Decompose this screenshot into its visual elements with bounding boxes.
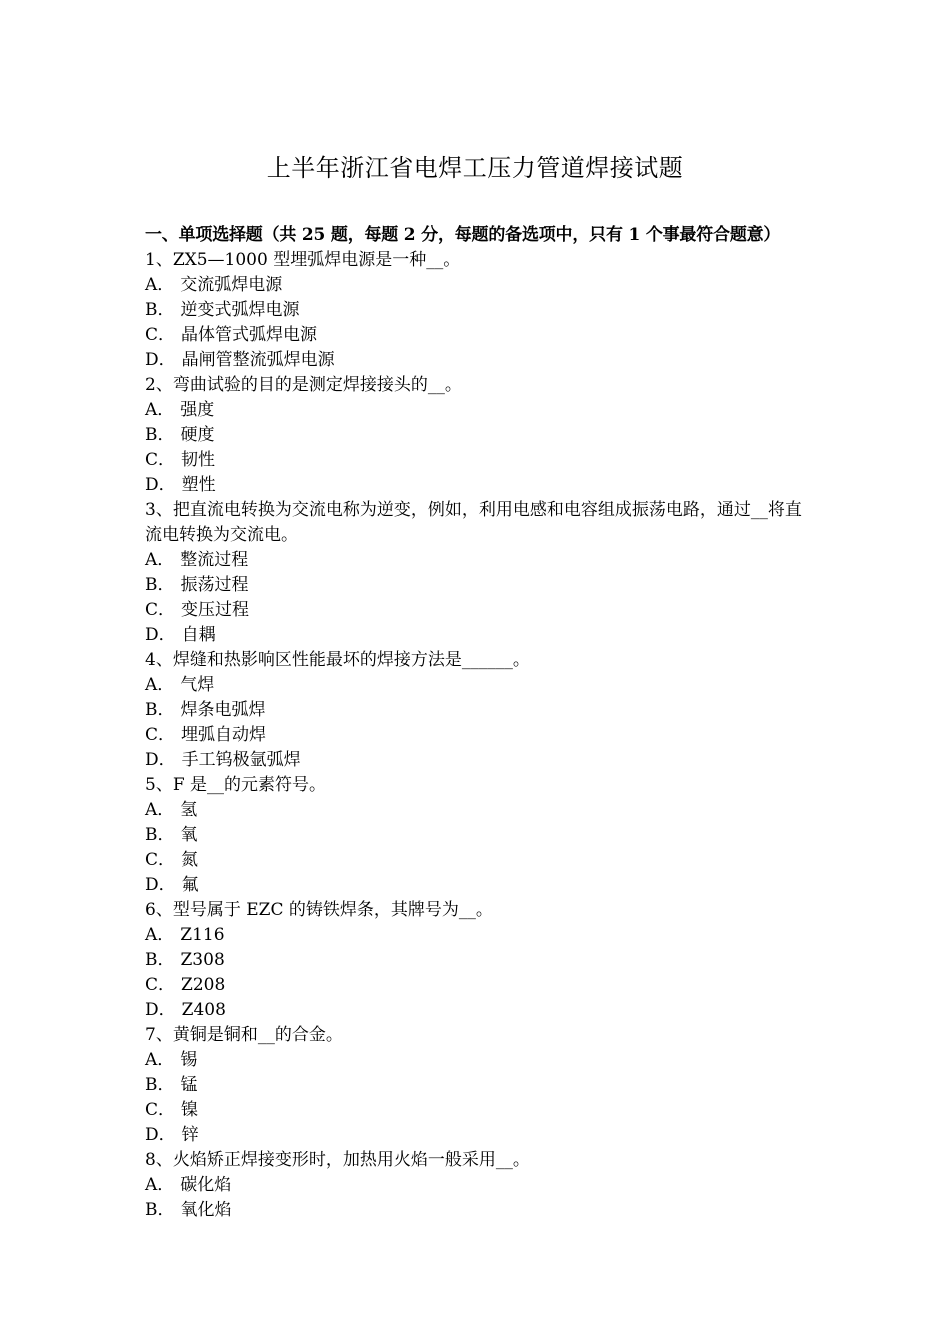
question-1 [145, 248, 810, 373]
option-text: 晶体管式弧焊电源 [181, 325, 318, 345]
option-c [145, 598, 810, 623]
option-d [145, 623, 810, 648]
question-2 [145, 373, 810, 498]
option-text: 碳化焰 [180, 1175, 232, 1195]
option-text: 氟 [181, 875, 199, 895]
question-stem: 5、F 是__的元素符号。 [145, 775, 327, 795]
option-letter: D． [145, 750, 176, 770]
option-letter: C． [145, 850, 176, 870]
question-4 [145, 648, 810, 773]
option-c [145, 723, 810, 748]
question-stem: 1、ZX5—1000 型埋弧焊电源是一种__。 [145, 250, 461, 270]
option-text: 塑性 [181, 475, 216, 495]
option-b [145, 698, 810, 723]
option-text: 锌 [181, 1125, 199, 1145]
section-heading: 一、单项选择题（共 25 题，每题 2 分，每题的备选项中，只有 1 个事最符合题意） [145, 225, 781, 245]
option-text: Z116 [180, 925, 225, 945]
option-text: 氧化焰 [180, 1200, 232, 1220]
question-3 [145, 498, 810, 648]
option-text: 手工钨极氩弧焊 [181, 750, 301, 770]
option-letter: D． [145, 1000, 176, 1020]
option-a [145, 1173, 810, 1198]
question-5 [145, 773, 810, 898]
document-title: 上半年浙江省电焊工压力管道焊接试题 [266, 154, 684, 182]
option-c [145, 848, 810, 873]
option-d [145, 348, 810, 373]
option-text: 振荡过程 [180, 575, 249, 595]
option-a [145, 398, 810, 423]
option-text: 氮 [181, 850, 199, 870]
option-text: 韧性 [181, 450, 216, 470]
option-letter: A． [145, 1050, 175, 1070]
option-letter: D． [145, 475, 176, 495]
option-c [145, 1098, 810, 1123]
option-letter: C． [145, 325, 176, 345]
option-letter: B． [145, 700, 175, 720]
option-letter: A． [145, 800, 175, 820]
option-letter: B． [145, 575, 175, 595]
option-text: 埋弧自动焊 [181, 725, 267, 745]
option-text: Z208 [181, 975, 226, 995]
document-body [145, 223, 810, 1223]
option-text: 气焊 [180, 675, 215, 695]
option-text: 自耦 [181, 625, 216, 645]
question-stem: 4、焊缝和热影响区性能最坏的焊接方法是______。 [145, 650, 530, 670]
option-letter: A． [145, 275, 175, 295]
option-text: 晶闸管整流弧焊电源 [181, 350, 335, 370]
option-c [145, 973, 810, 998]
option-text: 逆变式弧焊电源 [180, 300, 300, 320]
option-b [145, 823, 810, 848]
option-text: Z408 [181, 1000, 226, 1020]
question-6 [145, 898, 810, 1023]
option-b [145, 1073, 810, 1098]
option-a [145, 273, 810, 298]
option-text: 锰 [180, 1075, 198, 1095]
option-text: 整流过程 [180, 550, 249, 570]
option-b [145, 298, 810, 323]
option-text: 变压过程 [181, 600, 250, 620]
question-stem: 7、黄铜是铜和__的合金。 [145, 1025, 343, 1045]
question-stem: 2、弯曲试验的目的是测定焊接接头的__。 [145, 375, 462, 395]
option-letter: A． [145, 925, 175, 945]
option-letter: D． [145, 350, 176, 370]
option-letter: C． [145, 1100, 176, 1120]
question-8 [145, 1148, 810, 1223]
question-stem: 6、型号属于 EZC 的铸铁焊条，其牌号为__。 [145, 900, 493, 920]
option-text: 焊条电弧焊 [180, 700, 266, 720]
option-text: 镍 [181, 1100, 199, 1120]
option-letter: B． [145, 1200, 175, 1220]
option-text: 强度 [180, 400, 215, 420]
option-d [145, 998, 810, 1023]
option-letter: A． [145, 400, 175, 420]
option-letter: D． [145, 875, 176, 895]
option-letter: B． [145, 425, 175, 445]
option-a [145, 798, 810, 823]
option-c [145, 323, 810, 348]
option-text: 锡 [180, 1050, 198, 1070]
option-letter: B． [145, 1075, 175, 1095]
option-text: 硬度 [180, 425, 215, 445]
option-d [145, 1123, 810, 1148]
option-a [145, 548, 810, 573]
option-b [145, 1198, 810, 1223]
option-b [145, 423, 810, 448]
question-stem: 3、把直流电转换为交流电称为逆变，例如，利用电感和电容组成振荡电路，通过__将直流电转换为交流电。 [145, 500, 802, 545]
option-a [145, 673, 810, 698]
option-letter: C． [145, 725, 176, 745]
option-d [145, 873, 810, 898]
option-letter: C． [145, 450, 176, 470]
option-text: Z308 [180, 950, 225, 970]
option-a [145, 1048, 810, 1073]
option-text: 氧 [180, 825, 198, 845]
option-c [145, 448, 810, 473]
option-text: 氢 [180, 800, 198, 820]
option-letter: A． [145, 675, 175, 695]
option-b [145, 573, 810, 598]
option-letter: C． [145, 600, 176, 620]
question-7 [145, 1023, 810, 1148]
option-letter: D． [145, 1125, 176, 1145]
option-a [145, 923, 810, 948]
option-d [145, 748, 810, 773]
option-b [145, 948, 810, 973]
option-text: 交流弧焊电源 [180, 275, 283, 295]
option-letter: A． [145, 1175, 175, 1195]
option-letter: D． [145, 625, 176, 645]
option-letter: B． [145, 825, 175, 845]
option-letter: B． [145, 300, 175, 320]
question-stem: 8、火焰矫正焊接变形时，加热用火焰一般采用__。 [145, 1150, 530, 1170]
option-letter: A． [145, 550, 175, 570]
option-d [145, 473, 810, 498]
option-letter: B． [145, 950, 175, 970]
option-letter: C． [145, 975, 176, 995]
